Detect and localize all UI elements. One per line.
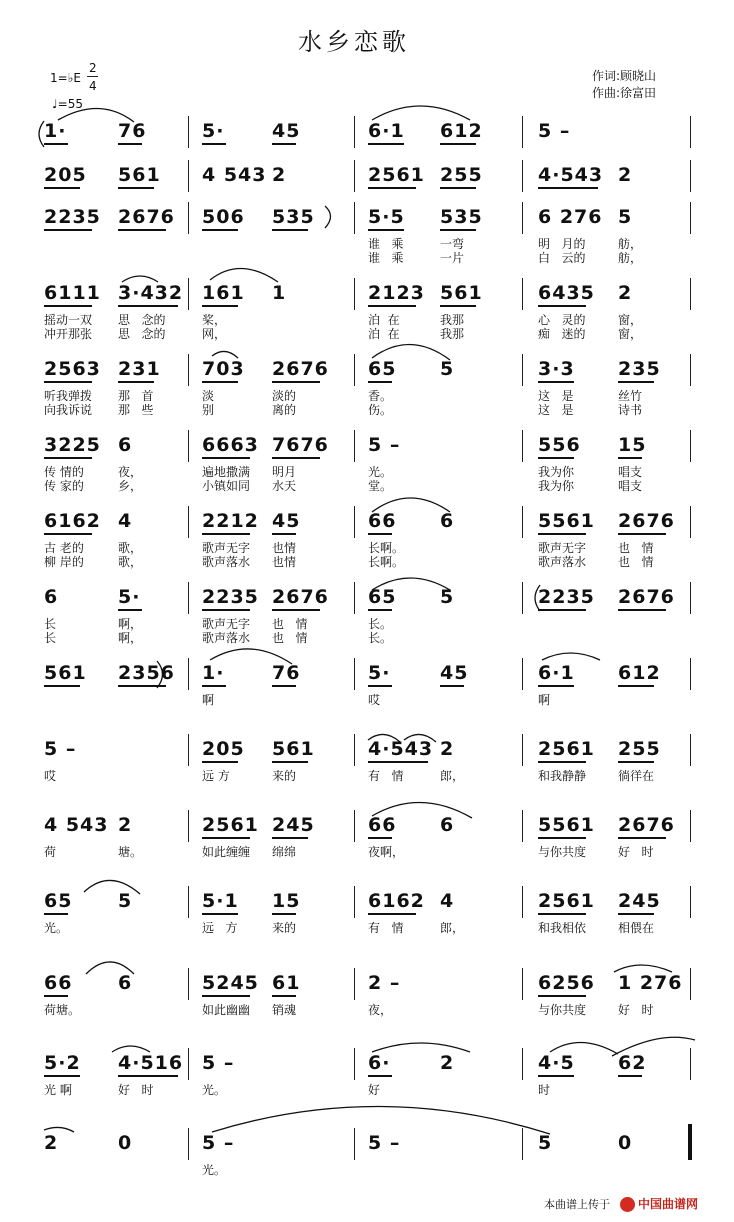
note-group: 6435 — [538, 282, 595, 304]
note-group: 6 — [118, 972, 133, 994]
lyric-text: 丝竹 — [618, 389, 643, 403]
lyric-text: 歌声落水 — [202, 555, 251, 569]
lyric-text: 古 老的 — [44, 541, 84, 555]
meter-numerator: 2 — [89, 61, 97, 75]
lyric-text: 乡， — [118, 479, 143, 493]
note-group: 2561 — [538, 738, 595, 760]
note-group: 3·3 — [538, 358, 575, 380]
note-group: 6 — [44, 586, 59, 608]
lyric-text: 舫， — [618, 237, 643, 251]
lyric-text: 也 情 — [618, 555, 654, 569]
note-group: 561 — [440, 282, 483, 304]
note-group: 161 — [202, 282, 245, 304]
lyric-text: 啊 — [538, 693, 551, 707]
lyric-text: 和我静静 — [538, 769, 587, 783]
lyric-text: 谁 乘 — [368, 237, 404, 251]
note-group: 5561 — [538, 814, 595, 836]
note-group: 66 — [368, 510, 397, 532]
lyric-text: 长 — [44, 617, 57, 631]
lyric-text: 光 啊 — [44, 1083, 72, 1097]
lyric-text: 与你共度 — [538, 1003, 587, 1017]
note-group: 5·2 — [44, 1052, 81, 1074]
note-group: 4 — [440, 890, 455, 912]
lyric-text: 泊 在 — [368, 313, 400, 327]
lyric-text: 泊 在 — [368, 327, 400, 341]
lyric-text: 歌声无字 — [202, 617, 251, 631]
lyric-text: 也 情 — [618, 541, 654, 555]
note-group: 1· — [44, 120, 67, 142]
lyric-text: 远 方 — [202, 769, 230, 783]
lyric-text: 网， — [202, 327, 227, 341]
note-group: 5245 — [202, 972, 259, 994]
note-group: 255 — [440, 164, 483, 186]
note-group: 5 – — [44, 738, 77, 760]
lyric-text: 那 首 — [118, 389, 154, 403]
lyric-text: 我那 — [440, 313, 465, 327]
note-group: 3225 — [44, 434, 101, 456]
lyric-text: 夜啊， — [368, 845, 405, 859]
note-group: 5 – — [368, 1132, 401, 1154]
note-group: 5· — [202, 120, 225, 142]
note-group: 2676 — [618, 510, 675, 532]
note-group: 5 – — [368, 434, 401, 456]
note-group: 1· — [202, 662, 225, 684]
note-group: 5· — [118, 586, 141, 608]
lyric-text: 如此幽幽 — [202, 1003, 251, 1017]
note-group: 2 — [44, 1132, 59, 1154]
lyric-text: 哎 — [44, 769, 57, 783]
note-group: 45 — [272, 120, 301, 142]
note-group: 6111 — [44, 282, 101, 304]
note-group: 2 — [118, 814, 133, 836]
lyric-text: 销魂 — [272, 1003, 297, 1017]
note-group: 4·543 — [368, 738, 434, 760]
lyric-text: 啊， — [118, 617, 143, 631]
note-group: 506 — [202, 206, 245, 228]
note-group: 4·543 — [538, 164, 604, 186]
lyric-text: 有 情 — [368, 921, 404, 935]
lyric-text: 啊 — [202, 693, 215, 707]
note-group: 703 — [202, 358, 245, 380]
note-group: 4 — [118, 510, 133, 532]
note-group: 6 — [440, 814, 455, 836]
note-group: 5 — [118, 890, 133, 912]
note-group: 5561 — [538, 510, 595, 532]
lyric-text: 相偎在 — [618, 921, 655, 935]
lyric-text: 桨， — [202, 313, 227, 327]
note-group: 255 — [618, 738, 661, 760]
lyric-text: 小镇如同 — [202, 479, 251, 493]
upload-label: 本曲谱上传于 — [544, 1198, 610, 1211]
lyric-text: 如此缠缠 — [202, 845, 251, 859]
note-group: 5 – — [202, 1132, 235, 1154]
lyric-text: 荷 — [44, 845, 57, 859]
lyric-text: 痴 迷的 — [538, 327, 586, 341]
note-group: 4 543 — [44, 814, 109, 836]
note-group: 6·1 — [538, 662, 575, 684]
note-group: 45 — [272, 510, 301, 532]
lyric-text: 唱支 — [618, 465, 643, 479]
composer-credit: 作曲:徐富田 — [592, 86, 657, 100]
note-group: 65 — [368, 358, 397, 380]
lyric-text: 堂。 — [368, 479, 393, 493]
note-group: 6 276 — [538, 206, 603, 228]
note-group: 235 — [618, 358, 661, 380]
note-group: 6 — [118, 434, 133, 456]
lyric-text: 光。 — [44, 921, 69, 935]
lyric-text: 绵绵 — [272, 845, 297, 859]
note-group: 561 — [118, 164, 161, 186]
note-group: 1 276 — [618, 972, 683, 994]
key-signature: 1=♭E — [50, 71, 81, 85]
note-group: 6663 — [202, 434, 259, 456]
note-group: 5 — [538, 1132, 553, 1154]
lyric-text: 明 月的 — [538, 237, 586, 251]
lyric-text: 我那 — [440, 327, 465, 341]
lyric-text: 心 灵的 — [538, 313, 586, 327]
note-group: 556 — [538, 434, 581, 456]
note-group: 1 — [272, 282, 287, 304]
note-group: 561 — [44, 662, 87, 684]
lyricist-credit: 作词:顾晓山 — [592, 69, 657, 83]
lyric-text: 长。 — [368, 631, 393, 645]
note-group: 0 — [118, 1132, 133, 1154]
lyric-text: 我为你 — [538, 465, 575, 479]
note-group: 2 — [618, 164, 633, 186]
note-group: 2561 — [202, 814, 259, 836]
lyric-text: 也 情 — [272, 617, 308, 631]
note-group: 5 – — [202, 1052, 235, 1074]
note-group: 2563 — [44, 358, 101, 380]
lyric-text: 长啊。 — [368, 555, 405, 569]
note-group: 2676 — [618, 586, 675, 608]
note-group: 2561 — [368, 164, 425, 186]
lyric-text: 来的 — [272, 769, 297, 783]
lyric-text: 来的 — [272, 921, 297, 935]
note-group: 245 — [272, 814, 315, 836]
lyric-text: 窗， — [618, 327, 643, 341]
note-group: 7676 — [272, 434, 329, 456]
note-group: 15 — [272, 890, 301, 912]
note-group: 0 — [618, 1132, 633, 1154]
note-group: 2235 — [538, 586, 595, 608]
lyric-text: 一弯 — [440, 237, 465, 251]
note-group: 6256 — [538, 972, 595, 994]
note-group: 66 — [368, 814, 397, 836]
note-group: 5 — [618, 206, 633, 228]
lyric-text: 歌声无字 — [202, 541, 251, 555]
note-group: 3·432 — [118, 282, 184, 304]
lyric-text: 传 家的 — [44, 479, 84, 493]
note-group: 2676 — [272, 358, 329, 380]
note-group: 4·5 — [538, 1052, 575, 1074]
lyric-text: 这 是 — [538, 403, 574, 417]
note-group: 2 – — [368, 972, 401, 994]
note-group: 5 — [440, 358, 455, 380]
lyric-text: 夜， — [118, 465, 143, 479]
lyric-text: 郎， — [440, 921, 465, 935]
note-group: 612 — [440, 120, 483, 142]
note-group: 6 — [440, 510, 455, 532]
note-group: 2212 — [202, 510, 259, 532]
note-group: 45 — [440, 662, 469, 684]
note-group: 2561 — [538, 890, 595, 912]
lyric-text: 也情 — [272, 555, 297, 569]
lyric-text: 别 — [202, 403, 215, 417]
tempo-marking: ♩=55 — [52, 97, 83, 111]
note-group: 2235 — [44, 206, 101, 228]
note-group: 205 — [44, 164, 87, 186]
lyric-text: 明月 — [272, 465, 297, 479]
note-group: 245 — [618, 890, 661, 912]
note-group: 5·1 — [202, 890, 239, 912]
lyric-text: 冲开那张 — [44, 327, 93, 341]
lyric-text: 和我相依 — [538, 921, 587, 935]
lyric-text: 哎 — [368, 693, 381, 707]
lyric-text: 好 — [368, 1083, 381, 1097]
lyric-text: 有 情 — [368, 769, 404, 783]
note-group: 5·5 — [368, 206, 405, 228]
lyric-text: 徜徉在 — [618, 769, 655, 783]
lyric-text: 长。 — [368, 617, 393, 631]
site-logo — [620, 1194, 724, 1216]
lyric-text: 光。 — [202, 1083, 227, 1097]
lyric-text: 淡 — [202, 389, 215, 403]
note-group: 2 — [272, 164, 287, 186]
lyric-text: 塘。 — [118, 845, 143, 859]
lyric-text: 那 些 — [118, 403, 154, 417]
lyric-text: 远 方 — [202, 921, 238, 935]
lyric-text: 遍地撒满 — [202, 465, 251, 479]
lyric-text: 长 — [44, 631, 57, 645]
lyric-text: 歌， — [118, 555, 143, 569]
note-group: 76 — [272, 662, 301, 684]
lyric-text: 水天 — [272, 479, 297, 493]
lyric-text: 好 时 — [118, 1083, 154, 1097]
note-group: 612 — [618, 662, 661, 684]
note-group: 6· — [368, 1052, 391, 1074]
note-group: 65 — [44, 890, 73, 912]
note-group: 15 — [618, 434, 647, 456]
note-group: 65 — [368, 586, 397, 608]
note-group: 2235 — [202, 586, 259, 608]
note-group: 2356 — [118, 662, 175, 684]
note-group: 2 — [618, 282, 633, 304]
note-group: 5· — [368, 662, 391, 684]
lyric-text: 光。 — [368, 465, 393, 479]
lyric-text: 白 云的 — [538, 251, 586, 265]
lyric-text: 这 是 — [538, 389, 574, 403]
lyric-text: 歌声无字 — [538, 541, 587, 555]
note-group: 62 — [618, 1052, 647, 1074]
lyric-text: 好 时 — [618, 1003, 654, 1017]
note-group: 6·1 — [368, 120, 405, 142]
lyric-text: 一片 — [440, 251, 465, 265]
lyric-text: 好 时 — [618, 845, 654, 859]
lyric-text: 我为你 — [538, 479, 575, 493]
song-title: 水乡恋歌 — [298, 28, 410, 56]
lyric-text: 淡的 — [272, 389, 297, 403]
note-group: 205 — [202, 738, 245, 760]
lyric-text: 听我弹拨 — [44, 389, 93, 403]
lyric-text: 思 念的 — [118, 313, 166, 327]
note-group: 231 — [118, 358, 161, 380]
lyric-text: 荷塘。 — [44, 1003, 81, 1017]
lyric-text: 伤。 — [368, 403, 393, 417]
note-group: 5 – — [538, 120, 571, 142]
note-group: 6162 — [44, 510, 101, 532]
note-group: 2 — [440, 738, 455, 760]
lyric-text: 与你共度 — [538, 845, 587, 859]
lyric-text: 诗书 — [618, 403, 643, 417]
note-group: 5 — [440, 586, 455, 608]
note-group: 2676 — [272, 586, 329, 608]
note-group: 66 — [44, 972, 73, 994]
lyric-text: 思 念的 — [118, 327, 166, 341]
note-group: 61 — [272, 972, 301, 994]
note-group: 2676 — [118, 206, 175, 228]
lyric-text: 传 情的 — [44, 465, 84, 479]
lyric-text: 香。 — [368, 389, 393, 403]
lyric-text: 也情 — [272, 541, 297, 555]
lyric-text: 离的 — [272, 403, 297, 417]
lyric-text: 窗， — [618, 313, 643, 327]
lyric-text: 光。 — [202, 1163, 227, 1177]
lyric-text: 长啊。 — [368, 541, 405, 555]
lyric-text: 唱支 — [618, 479, 643, 493]
lyric-text: 歌声落水 — [202, 631, 251, 645]
lyric-text: 柳 岸的 — [44, 555, 84, 569]
lyric-text: 夜， — [368, 1003, 393, 1017]
lyric-text: 歌， — [118, 541, 143, 555]
lyric-text: 摇动一双 — [44, 313, 93, 327]
lyric-text: 时 — [538, 1083, 551, 1097]
lyric-text: 向我诉说 — [44, 403, 93, 417]
logo-text: 中国曲谱网 — [638, 1197, 699, 1211]
note-group: 2676 — [618, 814, 675, 836]
note-group: 535 — [440, 206, 483, 228]
note-group: 4 543 — [202, 164, 267, 186]
lyric-text: 郎， — [440, 769, 465, 783]
note-group: 535 — [272, 206, 315, 228]
lyric-text: 舫， — [618, 251, 643, 265]
note-group: 2123 — [368, 282, 425, 304]
lyric-text: 歌声落水 — [538, 555, 587, 569]
lyric-text: 谁 乘 — [368, 251, 404, 265]
note-group: 4·516 — [118, 1052, 184, 1074]
meter-denominator: 4 — [89, 79, 97, 93]
note-group: 561 — [272, 738, 315, 760]
note-group: 6162 — [368, 890, 425, 912]
note-group: 2 — [440, 1052, 455, 1074]
lyric-text: 啊， — [118, 631, 143, 645]
lyric-text: 也 情 — [272, 631, 308, 645]
note-group: 76 — [118, 120, 147, 142]
logo-mark-icon — [620, 1197, 635, 1212]
